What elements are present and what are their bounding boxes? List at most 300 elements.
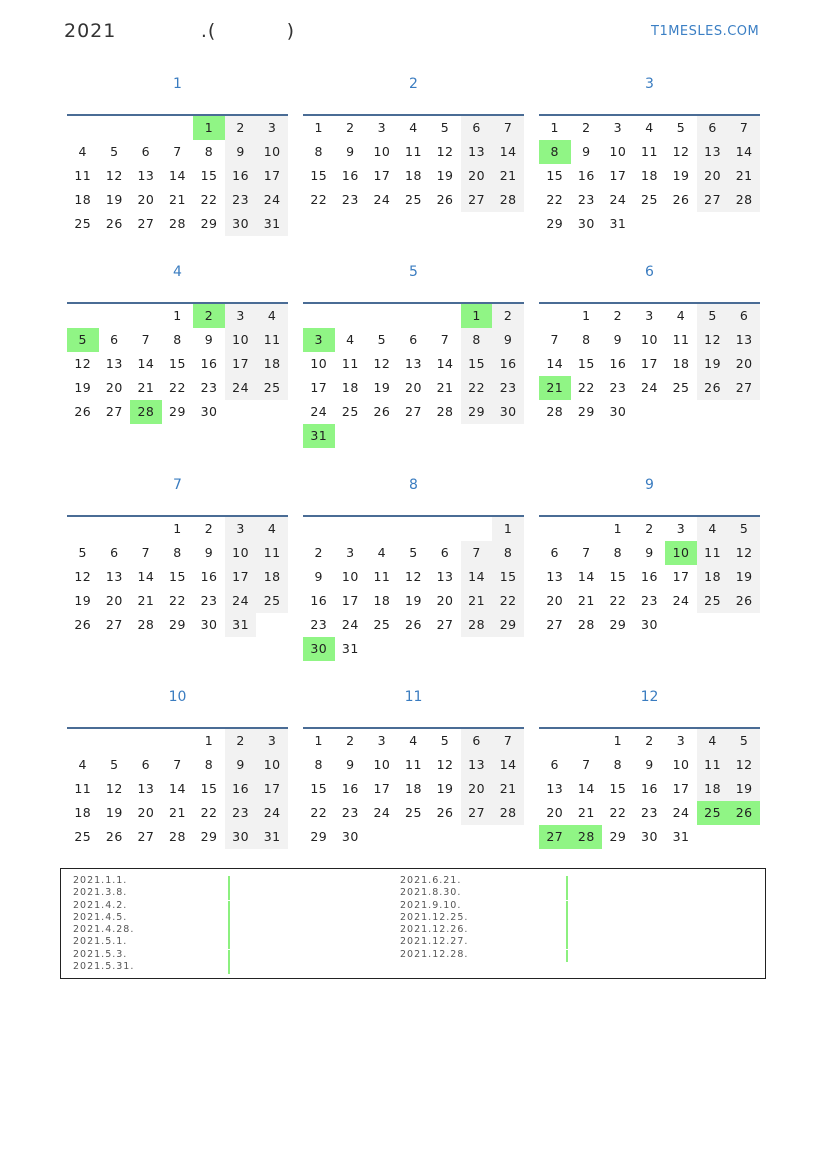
day-cell[interactable]: 28 xyxy=(137,617,155,632)
day-cell[interactable]: 1 xyxy=(613,733,623,748)
day-cell[interactable]: 18 xyxy=(672,356,690,371)
day-cell[interactable]: 11 xyxy=(405,144,422,159)
day-cell[interactable]: 20 xyxy=(436,593,454,608)
day-cell[interactable]: 30 xyxy=(225,212,257,236)
day-cell[interactable]: 15 xyxy=(577,356,595,371)
day-cell[interactable]: 5 xyxy=(110,144,119,159)
day-cell[interactable]: 4 xyxy=(346,332,355,347)
day-cell[interactable]: 2 xyxy=(204,521,214,536)
day-cell[interactable]: 27 xyxy=(405,404,422,419)
day-cell[interactable]: 22 xyxy=(577,380,595,395)
day-cell[interactable]: 11 xyxy=(672,332,690,347)
day-cell[interactable]: 3 xyxy=(346,545,355,560)
day-cell[interactable]: 27 xyxy=(461,801,493,825)
day-cell[interactable]: 13 xyxy=(405,356,422,371)
day-cell[interactable]: 18 xyxy=(74,805,92,820)
day-cell[interactable]: 29 xyxy=(577,404,595,419)
day-cell[interactable]: 24 xyxy=(225,589,257,613)
day-cell[interactable]: 8 xyxy=(492,541,524,565)
day-cell[interactable]: 10 xyxy=(641,332,658,347)
day-cell[interactable]: 8 xyxy=(314,757,323,772)
day-cell[interactable]: 26 xyxy=(728,589,760,613)
day-cell[interactable]: 29 xyxy=(169,404,186,419)
day-cell[interactable]: 12 xyxy=(105,168,123,183)
day-cell[interactable]: 30 xyxy=(225,825,257,849)
day-cell[interactable]: 7 xyxy=(492,729,524,753)
day-cell[interactable]: 22 xyxy=(169,593,186,608)
day-cell[interactable]: 3 xyxy=(377,120,387,135)
day-cell[interactable]: 5 xyxy=(409,545,418,560)
day-cell[interactable]: 28 xyxy=(436,404,454,419)
day-cell[interactable]: 15 xyxy=(609,569,627,584)
day-cell[interactable]: 21 xyxy=(577,593,595,608)
day-cell[interactable]: 12 xyxy=(697,328,729,352)
day-cell[interactable]: 28 xyxy=(577,617,595,632)
day-cell[interactable]: 27 xyxy=(461,188,493,212)
day-cell[interactable]: 2 xyxy=(193,304,225,328)
day-cell[interactable]: 2 xyxy=(613,308,623,323)
day-cell[interactable]: 29 xyxy=(200,216,218,231)
day-cell[interactable]: 21 xyxy=(436,380,454,395)
day-cell[interactable]: 17 xyxy=(609,168,627,183)
day-cell[interactable]: 20 xyxy=(461,164,493,188)
day-cell[interactable]: 3 xyxy=(225,517,257,541)
day-cell[interactable]: 17 xyxy=(341,593,359,608)
day-cell[interactable]: 20 xyxy=(405,380,422,395)
day-cell[interactable]: 10 xyxy=(341,569,359,584)
day-cell[interactable]: 12 xyxy=(74,356,92,371)
day-cell[interactable]: 4 xyxy=(697,729,729,753)
day-cell[interactable]: 6 xyxy=(461,116,493,140)
day-cell[interactable]: 2 xyxy=(492,304,524,328)
brand-logo-text[interactable]: T1MESLES.COM xyxy=(651,24,760,39)
day-cell[interactable]: 29 xyxy=(609,617,627,632)
day-cell[interactable]: 24 xyxy=(310,404,328,419)
day-cell[interactable]: 22 xyxy=(546,192,564,207)
day-cell[interactable]: 30 xyxy=(641,617,658,632)
day-cell[interactable]: 22 xyxy=(200,192,218,207)
day-cell[interactable]: 10 xyxy=(256,140,288,164)
day-cell[interactable]: 30 xyxy=(609,404,627,419)
day-cell[interactable]: 12 xyxy=(74,569,92,584)
day-cell[interactable]: 19 xyxy=(436,781,454,796)
day-cell[interactable]: 3 xyxy=(676,521,686,536)
day-cell[interactable]: 6 xyxy=(461,729,493,753)
day-cell[interactable]: 1 xyxy=(173,308,182,323)
day-cell[interactable]: 10 xyxy=(609,144,627,159)
day-cell[interactable]: 8 xyxy=(613,545,623,560)
day-cell[interactable]: 2 xyxy=(582,120,591,135)
day-cell[interactable]: 8 xyxy=(204,757,214,772)
day-cell[interactable]: 25 xyxy=(641,192,658,207)
day-cell[interactable]: 28 xyxy=(728,188,760,212)
day-cell[interactable]: 15 xyxy=(200,781,218,796)
day-cell[interactable]: 5 xyxy=(110,757,119,772)
day-cell[interactable]: 9 xyxy=(225,140,257,164)
day-cell[interactable]: 22 xyxy=(461,376,493,400)
day-cell[interactable]: 9 xyxy=(492,328,524,352)
day-cell[interactable]: 26 xyxy=(672,192,690,207)
day-cell[interactable]: 13 xyxy=(461,753,493,777)
day-cell[interactable]: 27 xyxy=(546,617,564,632)
day-cell[interactable]: 1 xyxy=(550,120,559,135)
day-cell[interactable]: 18 xyxy=(405,168,422,183)
day-cell[interactable]: 6 xyxy=(110,332,119,347)
day-cell[interactable]: 1 xyxy=(314,733,323,748)
day-cell[interactable]: 24 xyxy=(373,805,391,820)
day-cell[interactable]: 16 xyxy=(341,781,359,796)
day-cell[interactable]: 4 xyxy=(78,757,87,772)
day-cell[interactable]: 25 xyxy=(256,376,288,400)
day-cell[interactable]: 28 xyxy=(571,825,603,849)
day-cell[interactable]: 24 xyxy=(672,593,690,608)
day-cell[interactable]: 21 xyxy=(169,192,186,207)
day-cell[interactable]: 10 xyxy=(373,757,391,772)
day-cell[interactable]: 18 xyxy=(697,777,729,801)
day-cell[interactable]: 25 xyxy=(341,404,359,419)
day-cell[interactable]: 1 xyxy=(173,521,182,536)
day-cell[interactable]: 13 xyxy=(436,569,454,584)
day-cell[interactable]: 1 xyxy=(314,120,323,135)
day-cell[interactable]: 9 xyxy=(225,753,257,777)
day-cell[interactable]: 20 xyxy=(105,380,123,395)
day-cell[interactable]: 9 xyxy=(645,545,654,560)
day-cell[interactable]: 5 xyxy=(67,328,99,352)
day-cell[interactable]: 1 xyxy=(492,517,524,541)
day-cell[interactable]: 12 xyxy=(373,356,391,371)
day-cell[interactable]: 31 xyxy=(256,212,288,236)
day-cell[interactable]: 26 xyxy=(405,617,422,632)
day-cell[interactable]: 8 xyxy=(314,144,323,159)
day-cell[interactable]: 20 xyxy=(137,805,155,820)
day-cell[interactable]: 12 xyxy=(436,144,454,159)
day-cell[interactable]: 18 xyxy=(256,565,288,589)
day-cell[interactable]: 3 xyxy=(377,733,387,748)
day-cell[interactable]: 28 xyxy=(169,216,186,231)
day-cell[interactable]: 16 xyxy=(200,356,218,371)
day-cell[interactable]: 25 xyxy=(373,617,391,632)
day-cell[interactable]: 12 xyxy=(105,781,123,796)
day-cell[interactable]: 6 xyxy=(110,545,119,560)
day-cell[interactable]: 6 xyxy=(141,757,151,772)
day-cell[interactable]: 31 xyxy=(256,825,288,849)
day-cell[interactable]: 25 xyxy=(74,216,92,231)
day-cell[interactable]: 21 xyxy=(577,805,595,820)
day-cell[interactable]: 4 xyxy=(256,517,288,541)
day-cell[interactable]: 7 xyxy=(173,757,182,772)
day-cell[interactable]: 13 xyxy=(105,569,123,584)
day-cell[interactable]: 14 xyxy=(169,168,186,183)
day-cell[interactable]: 15 xyxy=(169,356,186,371)
day-cell[interactable]: 4 xyxy=(78,144,87,159)
day-cell[interactable]: 6 xyxy=(550,757,559,772)
day-cell[interactable]: 14 xyxy=(461,565,493,589)
day-cell[interactable]: 27 xyxy=(697,188,729,212)
day-cell[interactable]: 11 xyxy=(697,753,729,777)
day-cell[interactable]: 11 xyxy=(697,541,729,565)
day-cell[interactable]: 23 xyxy=(577,192,595,207)
day-cell[interactable]: 11 xyxy=(256,541,288,565)
day-cell[interactable]: 15 xyxy=(310,168,328,183)
day-cell[interactable]: 3 xyxy=(225,304,257,328)
day-cell[interactable]: 19 xyxy=(728,777,760,801)
day-cell[interactable]: 13 xyxy=(697,140,729,164)
day-cell[interactable]: 3 xyxy=(645,308,654,323)
day-cell[interactable]: 22 xyxy=(310,805,328,820)
day-cell[interactable]: 27 xyxy=(137,216,155,231)
day-cell[interactable]: 23 xyxy=(310,617,328,632)
day-cell[interactable]: 31 xyxy=(672,829,690,844)
day-cell[interactable]: 28 xyxy=(492,188,524,212)
day-cell[interactable]: 25 xyxy=(405,805,422,820)
day-cell[interactable]: 12 xyxy=(436,757,454,772)
day-cell[interactable]: 21 xyxy=(539,376,571,400)
day-cell[interactable]: 23 xyxy=(609,380,627,395)
day-cell[interactable]: 3 xyxy=(256,116,288,140)
day-cell[interactable]: 5 xyxy=(78,545,87,560)
day-cell[interactable]: 11 xyxy=(641,144,658,159)
day-cell[interactable]: 18 xyxy=(256,352,288,376)
day-cell[interactable]: 19 xyxy=(105,192,123,207)
day-cell[interactable]: 10 xyxy=(256,753,288,777)
day-cell[interactable]: 16 xyxy=(200,569,218,584)
day-cell[interactable]: 2 xyxy=(314,545,323,560)
day-cell[interactable]: 28 xyxy=(492,801,524,825)
day-cell[interactable]: 13 xyxy=(137,168,155,183)
day-cell[interactable]: 10 xyxy=(665,541,697,565)
day-cell[interactable]: 25 xyxy=(74,829,92,844)
day-cell[interactable]: 19 xyxy=(105,805,123,820)
day-cell[interactable]: 22 xyxy=(609,805,627,820)
day-cell[interactable]: 5 xyxy=(377,332,387,347)
day-cell[interactable]: 16 xyxy=(641,781,658,796)
day-cell[interactable]: 2 xyxy=(225,116,257,140)
day-cell[interactable]: 12 xyxy=(405,569,422,584)
day-cell[interactable]: 9 xyxy=(582,144,591,159)
day-cell[interactable]: 14 xyxy=(436,356,454,371)
day-cell[interactable]: 24 xyxy=(341,617,359,632)
day-cell[interactable]: 11 xyxy=(74,168,92,183)
day-cell[interactable]: 14 xyxy=(577,569,595,584)
day-cell[interactable]: 29 xyxy=(200,829,218,844)
day-cell[interactable]: 21 xyxy=(169,805,186,820)
day-cell[interactable]: 27 xyxy=(539,825,571,849)
day-cell[interactable]: 23 xyxy=(200,593,218,608)
day-cell[interactable]: 13 xyxy=(137,781,155,796)
day-cell[interactable]: 7 xyxy=(440,332,450,347)
day-cell[interactable]: 28 xyxy=(461,613,493,637)
day-cell[interactable]: 17 xyxy=(256,777,288,801)
day-cell[interactable]: 8 xyxy=(173,545,182,560)
day-cell[interactable]: 26 xyxy=(74,404,92,419)
day-cell[interactable]: 15 xyxy=(609,781,627,796)
day-cell[interactable]: 22 xyxy=(492,589,524,613)
day-cell[interactable]: 10 xyxy=(310,356,328,371)
day-cell[interactable]: 22 xyxy=(310,192,328,207)
day-cell[interactable]: 14 xyxy=(137,569,155,584)
day-cell[interactable]: 19 xyxy=(728,565,760,589)
day-cell[interactable]: 18 xyxy=(405,781,422,796)
day-cell[interactable]: 10 xyxy=(225,328,257,352)
day-cell[interactable]: 16 xyxy=(341,168,359,183)
day-cell[interactable]: 7 xyxy=(461,541,493,565)
day-cell[interactable]: 2 xyxy=(645,521,654,536)
day-cell[interactable]: 30 xyxy=(303,637,335,661)
day-cell[interactable]: 26 xyxy=(105,829,123,844)
day-cell[interactable]: 26 xyxy=(697,376,729,400)
day-cell[interactable]: 8 xyxy=(613,757,623,772)
day-cell[interactable]: 25 xyxy=(697,589,729,613)
day-cell[interactable]: 29 xyxy=(492,613,524,637)
day-cell[interactable]: 6 xyxy=(550,545,559,560)
day-cell[interactable]: 24 xyxy=(641,380,658,395)
day-cell[interactable]: 30 xyxy=(341,829,359,844)
day-cell[interactable]: 7 xyxy=(173,144,182,159)
day-cell[interactable]: 2 xyxy=(346,733,355,748)
day-cell[interactable]: 23 xyxy=(492,376,524,400)
day-cell[interactable]: 18 xyxy=(74,192,92,207)
day-cell[interactable]: 1 xyxy=(204,733,214,748)
day-cell[interactable]: 27 xyxy=(105,404,123,419)
day-cell[interactable]: 8 xyxy=(582,332,591,347)
day-cell[interactable]: 4 xyxy=(256,304,288,328)
day-cell[interactable]: 17 xyxy=(225,352,257,376)
day-cell[interactable]: 27 xyxy=(137,829,155,844)
day-cell[interactable]: 1 xyxy=(193,116,225,140)
day-cell[interactable]: 28 xyxy=(130,400,162,424)
day-cell[interactable]: 14 xyxy=(728,140,760,164)
day-cell[interactable]: 9 xyxy=(204,545,214,560)
day-cell[interactable]: 14 xyxy=(169,781,186,796)
day-cell[interactable]: 18 xyxy=(341,380,359,395)
day-cell[interactable]: 16 xyxy=(492,352,524,376)
day-cell[interactable]: 26 xyxy=(436,192,454,207)
day-cell[interactable]: 27 xyxy=(436,617,454,632)
day-cell[interactable]: 24 xyxy=(609,192,627,207)
day-cell[interactable]: 14 xyxy=(492,753,524,777)
day-cell[interactable]: 11 xyxy=(256,328,288,352)
day-cell[interactable]: 7 xyxy=(550,332,559,347)
day-cell[interactable]: 9 xyxy=(204,332,214,347)
day-cell[interactable]: 10 xyxy=(672,757,690,772)
day-cell[interactable]: 15 xyxy=(546,168,564,183)
day-cell[interactable]: 23 xyxy=(225,188,257,212)
day-cell[interactable]: 20 xyxy=(728,352,760,376)
day-cell[interactable]: 16 xyxy=(225,164,257,188)
day-cell[interactable]: 18 xyxy=(641,168,658,183)
day-cell[interactable]: 5 xyxy=(440,120,450,135)
day-cell[interactable]: 22 xyxy=(169,380,186,395)
day-cell[interactable]: 21 xyxy=(137,593,155,608)
day-cell[interactable]: 26 xyxy=(728,801,760,825)
day-cell[interactable]: 1 xyxy=(582,308,591,323)
day-cell[interactable]: 9 xyxy=(613,332,623,347)
day-cell[interactable]: 12 xyxy=(672,144,690,159)
day-cell[interactable]: 21 xyxy=(492,164,524,188)
day-cell[interactable]: 31 xyxy=(341,641,359,656)
day-cell[interactable]: 26 xyxy=(105,216,123,231)
day-cell[interactable]: 26 xyxy=(74,617,92,632)
day-cell[interactable]: 8 xyxy=(539,140,571,164)
day-cell[interactable]: 21 xyxy=(728,164,760,188)
day-cell[interactable]: 24 xyxy=(256,801,288,825)
day-cell[interactable]: 17 xyxy=(672,781,690,796)
day-cell[interactable]: 3 xyxy=(613,120,623,135)
day-cell[interactable]: 30 xyxy=(641,829,658,844)
day-cell[interactable]: 4 xyxy=(645,120,654,135)
day-cell[interactable]: 26 xyxy=(373,404,391,419)
day-cell[interactable]: 17 xyxy=(256,164,288,188)
day-cell[interactable]: 5 xyxy=(697,304,729,328)
day-cell[interactable]: 8 xyxy=(461,328,493,352)
day-cell[interactable]: 6 xyxy=(440,545,450,560)
day-cell[interactable]: 19 xyxy=(697,352,729,376)
day-cell[interactable]: 21 xyxy=(461,589,493,613)
day-cell[interactable]: 15 xyxy=(492,565,524,589)
day-cell[interactable]: 31 xyxy=(609,216,627,231)
day-cell[interactable]: 16 xyxy=(609,356,627,371)
day-cell[interactable]: 7 xyxy=(492,116,524,140)
day-cell[interactable]: 19 xyxy=(74,380,92,395)
day-cell[interactable]: 24 xyxy=(373,192,391,207)
day-cell[interactable]: 4 xyxy=(409,120,418,135)
day-cell[interactable]: 17 xyxy=(373,781,391,796)
day-cell[interactable]: 20 xyxy=(697,164,729,188)
day-cell[interactable]: 25 xyxy=(697,801,729,825)
day-cell[interactable]: 23 xyxy=(225,801,257,825)
day-cell[interactable]: 31 xyxy=(225,613,257,637)
day-cell[interactable]: 9 xyxy=(346,757,355,772)
day-cell[interactable]: 20 xyxy=(105,593,123,608)
day-cell[interactable]: 7 xyxy=(141,545,151,560)
day-cell[interactable]: 17 xyxy=(672,569,690,584)
day-cell[interactable]: 13 xyxy=(546,781,564,796)
day-cell[interactable]: 21 xyxy=(492,777,524,801)
day-cell[interactable]: 30 xyxy=(577,216,595,231)
day-cell[interactable]: 16 xyxy=(225,777,257,801)
day-cell[interactable]: 5 xyxy=(728,517,760,541)
day-cell[interactable]: 6 xyxy=(409,332,418,347)
day-cell[interactable]: 29 xyxy=(546,216,564,231)
day-cell[interactable]: 23 xyxy=(641,593,658,608)
day-cell[interactable]: 15 xyxy=(200,168,218,183)
day-cell[interactable]: 20 xyxy=(546,593,564,608)
day-cell[interactable]: 16 xyxy=(310,593,328,608)
day-cell[interactable]: 3 xyxy=(676,733,686,748)
day-cell[interactable]: 5 xyxy=(676,120,686,135)
day-cell[interactable]: 19 xyxy=(373,380,391,395)
day-cell[interactable]: 6 xyxy=(141,144,151,159)
day-cell[interactable]: 29 xyxy=(609,829,627,844)
day-cell[interactable]: 18 xyxy=(697,565,729,589)
day-cell[interactable]: 31 xyxy=(303,424,335,448)
day-cell[interactable]: 19 xyxy=(405,593,422,608)
day-cell[interactable]: 24 xyxy=(672,805,690,820)
day-cell[interactable]: 27 xyxy=(105,617,123,632)
day-cell[interactable]: 24 xyxy=(225,376,257,400)
day-cell[interactable]: 3 xyxy=(256,729,288,753)
day-cell[interactable]: 25 xyxy=(405,192,422,207)
day-cell[interactable]: 1 xyxy=(613,521,623,536)
day-cell[interactable]: 13 xyxy=(105,356,123,371)
day-cell[interactable]: 5 xyxy=(728,729,760,753)
day-cell[interactable]: 9 xyxy=(645,757,654,772)
day-cell[interactable]: 11 xyxy=(74,781,92,796)
day-cell[interactable]: 8 xyxy=(204,144,214,159)
day-cell[interactable]: 15 xyxy=(169,569,186,584)
day-cell[interactable]: 14 xyxy=(546,356,564,371)
day-cell[interactable]: 17 xyxy=(641,356,658,371)
